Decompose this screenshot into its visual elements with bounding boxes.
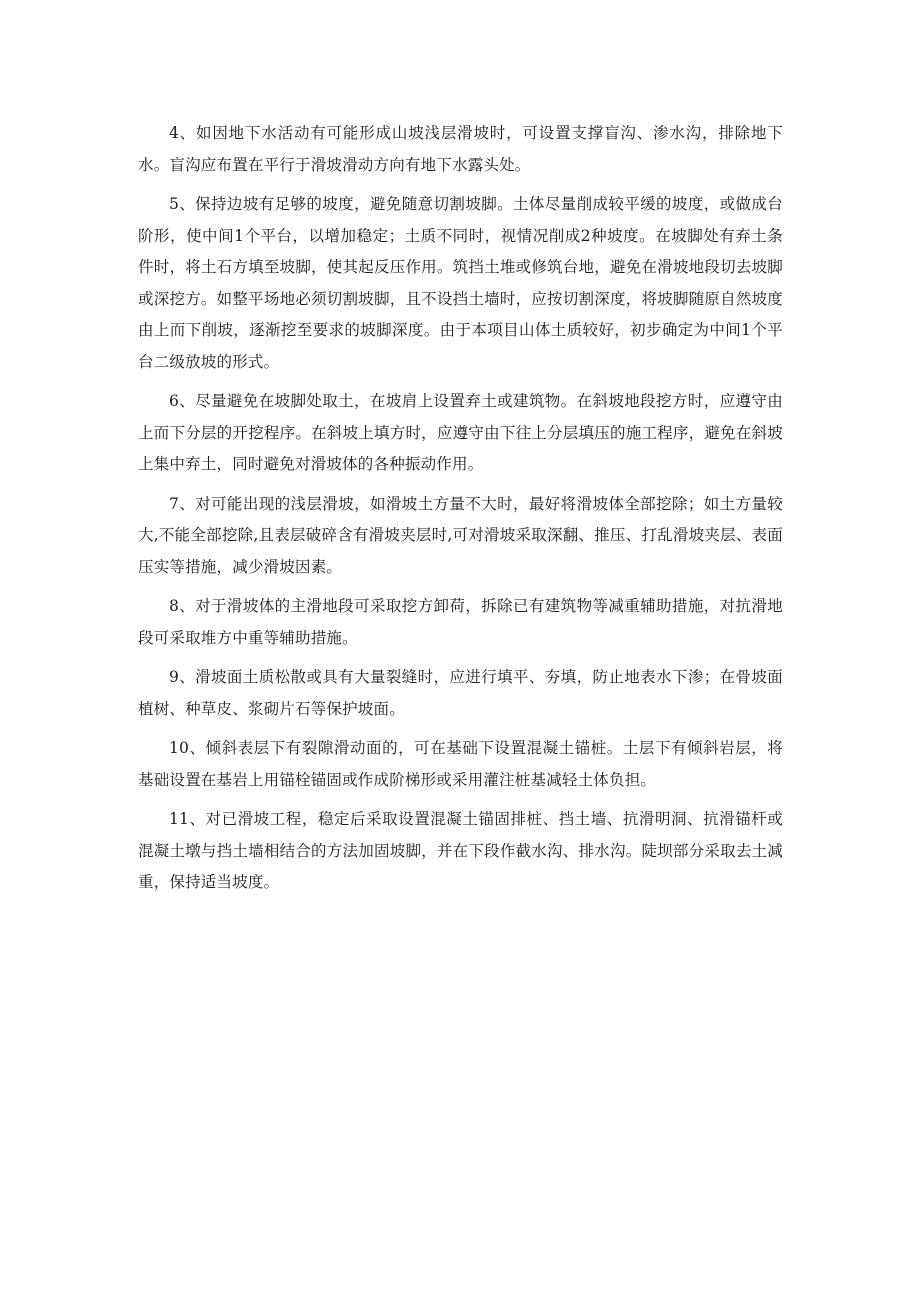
paragraph-9: 9、滑坡面土质松散或具有大量裂缝时，应进行填平、夯填，防止地表水下渗；在骨坡面植树、种草皮、浆砌片石等保护坡面。 — [138, 668, 783, 718]
document-body — [138, 118, 783, 907]
paragraph-4: 4、如因地下水活动有可能形成山坡浅层滑坡时，可设置支撑盲沟、渗水沟，排除地下水。盲沟应布置在平行于滑坡滑动方向有地下水露头处。 — [138, 124, 783, 174]
paragraph-10: 10、倾斜表层下有裂隙滑动面的，可在基础下设置混凝土锚桩。土层下有倾斜岩层，将基础设置在基岩上用锚栓锚固或作成阶梯形或采用灌注桩基减轻土体负担。 — [138, 739, 783, 789]
paragraph-11: 11、对已滑坡工程，稳定后采取设置混凝土锚固排桩、挡土墙、抗滑明洞、抗滑锚杆或混凝土墩与挡土墙相结合的方法加固坡脚，并在下段作截水沟、排水沟。陡坝部分采取去土减重，保持适当坡度。 — [138, 810, 783, 891]
paragraph-5: 5、保持边坡有足够的坡度，避免随意切割坡脚。土体尽量削成较平缓的坡度，或做成台阶形，使中间1个平台，以增加稳定；土质不同时，视情况削成2种坡度。在坡脚处有弃土条件时，将土石方填至坡脚，使其起反压作用。筑挡土堆或修筑台地，避免在滑坡地段切去坡脚或深挖方。如整平场地必须切割坡脚，且不设挡土墙时，应按切割深度，将坡脚随原自然坡度由上而下削坡，逐渐挖至要求的坡脚深度。由于本项目山体土质较好，初步确定为中间1个平台二级放坡的形式。 — [138, 195, 783, 371]
paragraph-8: 8、对于滑坡体的主滑地段可采取挖方卸荷，拆除已有建筑物等减重辅助措施，对抗滑地段可采取堆方中重等辅助措施。 — [138, 597, 783, 647]
paragraph-7: 7、对可能出现的浅层滑坡，如滑坡土方量不大时，最好将滑坡体全部挖除；如土方量较大,不能全部挖除,且表层破碎含有滑坡夹层时,可对滑坡采取深翻、推压、打乱滑坡夹层、表面压实等措施，减少滑坡因素。 — [138, 494, 783, 576]
paragraph-6: 6、尽量避免在坡脚处取土，在坡肩上设置弃土或建筑物。在斜坡地段挖方时，应遵守由上而下分层的开挖程序。在斜坡上填方时，应遵守由下往上分层填压的施工程序，避免在斜坡上集中弃土，同时避免对滑坡体的各种振动作用。 — [138, 392, 783, 473]
